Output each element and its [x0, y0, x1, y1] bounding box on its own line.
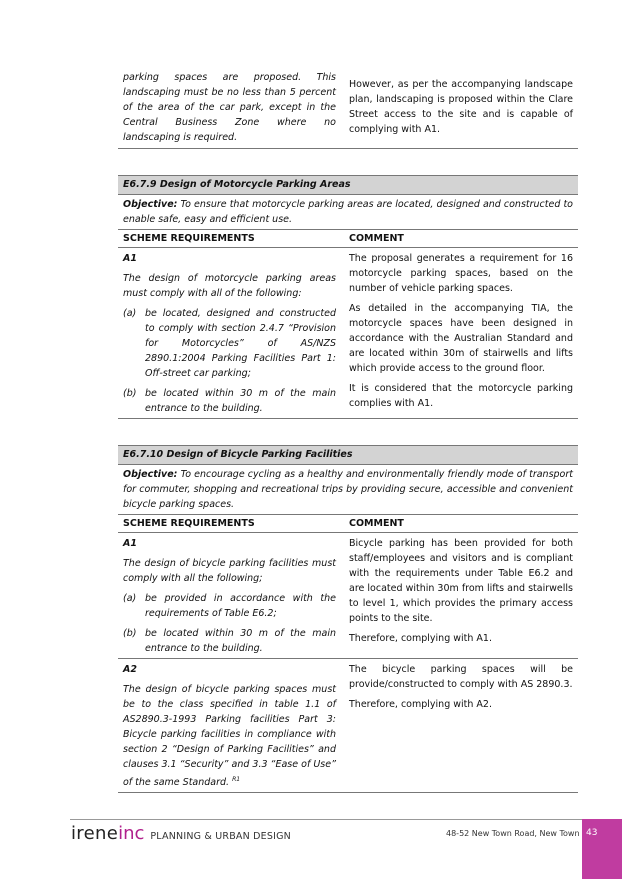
requirement-text [123, 682, 336, 790]
item-text: be provided in accordance with the requirements of Table E6.2; [145, 593, 336, 619]
comment-cell [342, 536, 578, 656]
comment-paragraph: As detailed in the accompanying TIA, the motorcycle spaces have been designed in accordance with the Australian Standard and are located within 30m of stairwells and lifts which provide access to the ground floor. [349, 303, 573, 374]
comment-paragraph: The bicycle parking spaces will be provide/constructed to comply with AS 2890.3. [349, 664, 573, 690]
header-scheme-requirements: SCHEME REQUIREMENTS [123, 518, 255, 529]
header-comment: COMMENT [349, 233, 404, 244]
item-text: be located, designed and constructed to comply with section 2.4.7 “Provision for Motorcycles” of AS/NZS 2890.1:2004 Parking Facilities Part 1: Off-street car parking; [145, 308, 336, 379]
requirement-row-a1 [118, 533, 578, 659]
footer-address: 48-52 New Town Road, New Town [446, 829, 580, 838]
requirement-intro: The design of bicycle parking facilities must comply with all the following; [123, 558, 336, 584]
objective-label: Objective: [123, 199, 178, 210]
reference-superscript: R1 [232, 776, 241, 783]
item-marker: (a) [123, 593, 137, 604]
continued-comment-text: However, as per the accompanying landscape plan, landscaping is proposed within the Clare Street access to the site and is capable of complying with A1. [349, 79, 573, 135]
requirement-text-body: The design of bicycle parking spaces must be to the class specified in table 1.1 of AS2890.3-1993 Parking facilities Part 3: Bicycle parking facilities in compliance with section 2 “Design of Parking Facilities” and clauses 3.1 “Security” and 3.3 “Ease of Use” of the same Standard. [123, 684, 336, 789]
page-content [118, 70, 578, 793]
item-text: be located within 30 m of the main entrance to the building. [145, 388, 336, 414]
requirement-code: A2 [123, 664, 137, 675]
section-title: E6.7.9 Design of Motorcycle Parking Areas [118, 175, 578, 195]
brand-irene: irene [71, 823, 119, 844]
objective-label: Objective: [123, 469, 178, 480]
table-header [118, 515, 578, 533]
comment-cell [342, 251, 578, 416]
requirement-row-a2 [118, 659, 578, 793]
objective [118, 195, 578, 230]
page-number: 43 [586, 828, 598, 838]
requirement-row-a1 [118, 248, 578, 419]
requirement-intro: The design of motorcycle parking areas must comply with all of the following: [123, 273, 336, 299]
brand-subtitle: PLANNING & URBAN DESIGN [150, 831, 291, 842]
item-marker: (b) [123, 388, 137, 399]
header-scheme-requirements: SCHEME REQUIREMENTS [123, 233, 255, 244]
requirement-code: A1 [123, 538, 137, 549]
bicycle-section [118, 445, 578, 793]
requirement-item-a [123, 591, 336, 621]
motorcycle-section [118, 175, 578, 419]
continued-requirement [118, 70, 342, 145]
objective [118, 465, 578, 515]
comment-paragraph: The proposal generates a requirement for 16 motorcycle parking spaces, based on the number of vehicle parking spaces. [349, 253, 573, 294]
comment-paragraph: It is considered that the motorcycle parking complies with A1. [349, 383, 573, 409]
requirement-cell [118, 536, 342, 656]
comment-paragraph: Therefore, complying with A1. [349, 633, 492, 644]
item-marker: (a) [123, 308, 137, 319]
header-comment: COMMENT [349, 518, 404, 529]
page-number-box [582, 819, 622, 879]
comment-paragraph: Therefore, complying with A2. [349, 699, 492, 710]
requirement-cell [118, 662, 342, 790]
item-marker: (b) [123, 628, 137, 639]
requirement-cell [118, 251, 342, 416]
comment-paragraph: Bicycle parking has been provided for both staff/employees and visitors and is compliant with the requirements under Table E6.2 and are located within 30m from lifts and stairwells to level 1, which provides the primary access points to the site. [349, 538, 573, 624]
objective-text: To ensure that motorcycle parking areas are located, designed and constructed to enable safe, easy and efficient use. [123, 199, 573, 225]
table-header [118, 230, 578, 248]
brand-inc: inc [118, 823, 145, 844]
section-title: E6.7.10 Design of Bicycle Parking Facilities [118, 445, 578, 465]
requirement-item-b [123, 626, 336, 656]
comment-cell [342, 662, 578, 790]
continued-requirement-text: parking spaces are proposed. This landscaping must be no less than 5 percent of the area of the car park, except in the Central Business Zone where no landscaping is required. [123, 72, 336, 143]
continued-row [118, 70, 578, 149]
requirement-item-a [123, 306, 336, 381]
requirement-code: A1 [123, 253, 137, 264]
item-text: be located within 30 m of the main entrance to the building. [145, 628, 336, 654]
footer-rule [70, 819, 582, 820]
requirement-item-b [123, 386, 336, 416]
footer-brand-logo [71, 823, 291, 843]
continued-comment [342, 70, 578, 145]
objective-text: To encourage cycling as a healthy and environmentally friendly mode of transport for commuter, shopping and recreational trips by providing secure, accessible and convenient bicycle parking spaces. [123, 469, 573, 510]
